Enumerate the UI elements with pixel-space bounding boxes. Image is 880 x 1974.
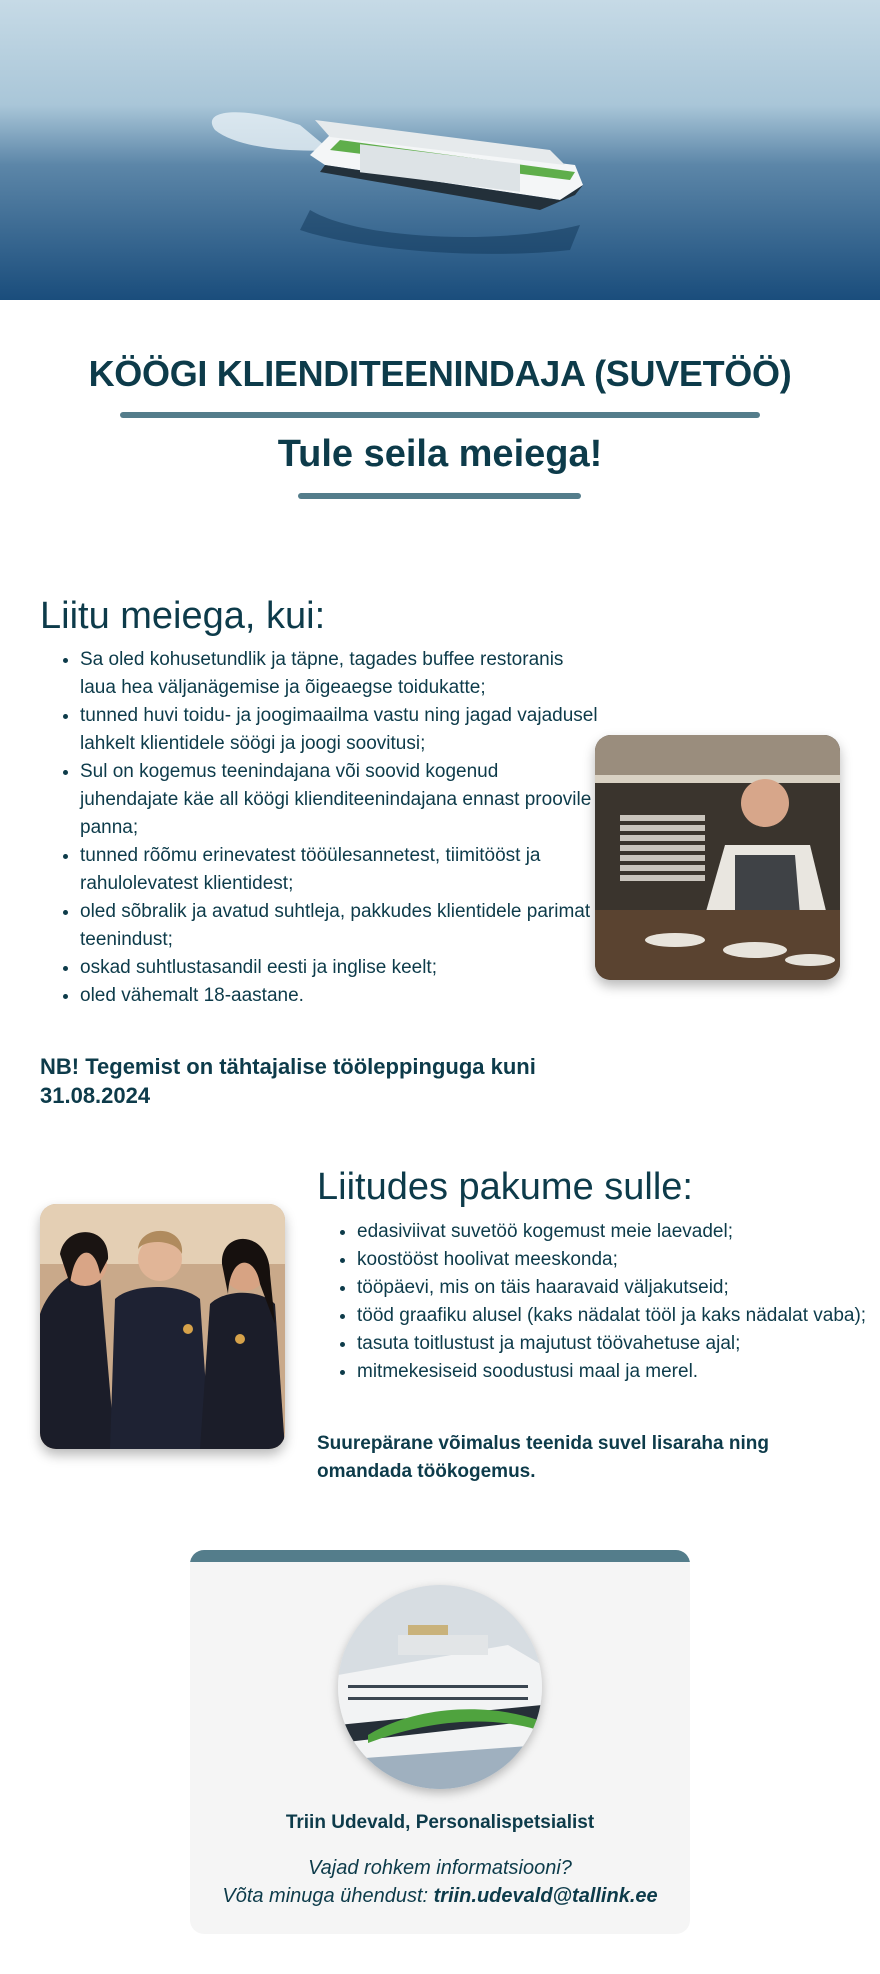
- job-title: KÖÖGI KLIENDITEENINDAJA (SUVETÖÖ): [88, 353, 792, 394]
- list-item: • Sa oled kohusetundlik ja täpne, tagades buffee restoranis laua hea väljanägemise ja õigeaegse toidukatte;: [80, 646, 600, 702]
- list-item: • tunned rõõmu erinevatest tööülesannetest, tiimitööst ja rahulolevatest klientidest;: [80, 842, 600, 898]
- chef-photo: [595, 735, 840, 980]
- join-list: [40, 646, 600, 1010]
- contact-name: Triin Udevald, Personalispetsialist: [285, 1812, 595, 1833]
- join-heading: Liitu meiega, kui:: [40, 595, 326, 637]
- subtitle: Tule seila meiega!: [277, 433, 603, 475]
- offer-list: [317, 1218, 877, 1386]
- contact-email-link[interactable]: triin.udevald@tallink.ee: [433, 1885, 658, 1907]
- list-item: • Sul on kogemus teenindajana või soovid kogenud juhendajate käe all köögi klienditeenindajana ennast proovile panna;: [80, 758, 600, 842]
- list-item: • tööd graafiku alusel (kaks nädalat tööl ja kaks nädalat vaba);: [357, 1302, 877, 1330]
- contact-line: [190, 1882, 690, 1910]
- list-item: • edasiviivat suvetöö kogemust meie laevadel;: [357, 1218, 877, 1246]
- contact-card: [190, 1550, 690, 1934]
- hero-image: [0, 0, 880, 300]
- list-item: • koostööst hoolivat meeskonda;: [357, 1246, 877, 1274]
- title-underline: [120, 412, 760, 418]
- contact-avatar: [338, 1585, 542, 1789]
- list-item: • oskad suhtlustasandil eesti ja inglise keelt;: [80, 954, 600, 982]
- crew-photo: [40, 1204, 285, 1449]
- list-item: • tasuta toitlustust ja majutust töövahetuse ajal;: [357, 1330, 877, 1358]
- contact-question: Vajad rohkem informatsiooni?: [308, 1857, 572, 1879]
- subtitle-underline: [298, 493, 581, 499]
- offer-note: Suurepärane võimalus teenida suvel lisaraha ning omandada töökogemus.: [317, 1433, 769, 1482]
- card-accent-bar: [190, 1550, 690, 1562]
- list-item: • tööpäevi, mis on täis haaravaid väljakutseid;: [357, 1274, 877, 1302]
- contract-note: NB! Tegemist on tähtajalise tööleppinguga kuni 31.08.2024: [40, 1054, 536, 1108]
- offer-heading: Liitudes pakume sulle:: [317, 1166, 693, 1208]
- list-item: • tunned huvi toidu- ja joogimaailma vastu ning jagad vajadusel lahkelt klientidele söögi ja joogi soovitusi;: [80, 702, 600, 758]
- list-item: • oled sõbralik ja avatud suhtleja, pakkudes klientidele parimat teenindust;: [80, 898, 600, 954]
- list-item: • oled vähemalt 18-aastane.: [80, 982, 600, 1010]
- contact-prompt: Võta minuga ühendust:: [222, 1885, 429, 1907]
- list-item: • mitmekesiseid soodustusi maal ja merel.: [357, 1358, 877, 1386]
